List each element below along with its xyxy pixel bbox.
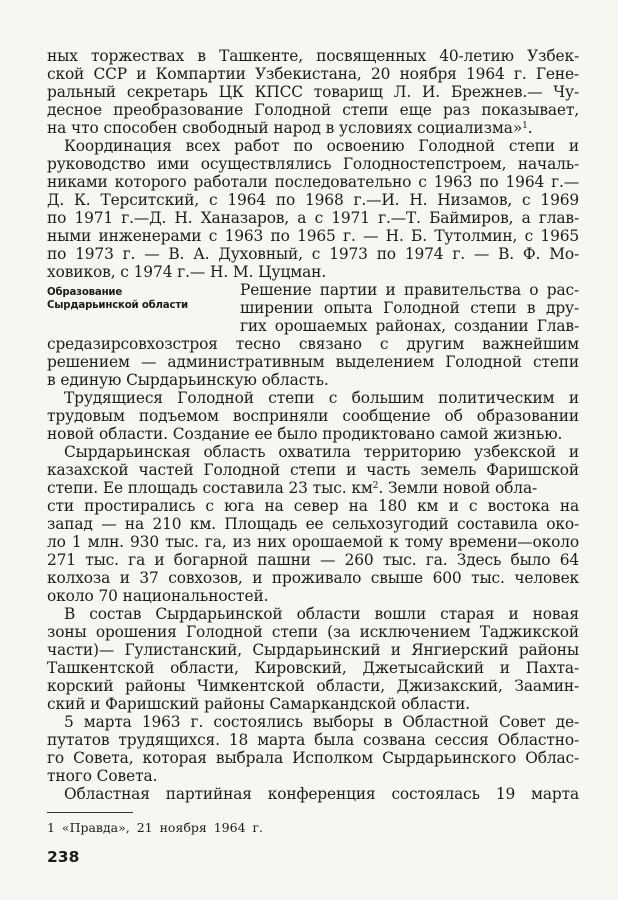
text-line: 271 тыс. га и богарной пашни — 260 тыс. га. Здесь было 64 [47, 551, 579, 569]
text-line: Трудящиеся Голодной степи с большим политическим и [64, 389, 579, 407]
text-line: никами которого работали последовательно с 1963 по 1964 г.— [47, 173, 579, 191]
text-line: 5 марта 1963 г. состоялись выборы в Областной Совет де- [64, 713, 579, 731]
text-line: ными инженерами с 1963 по 1965 г. — Н. Б. Тутолмин, с 1965 [47, 227, 579, 245]
text-line: новой области. Создание ее было продиктовано самой жизнью. [47, 425, 563, 443]
footnote: 1 «Правда», 21 ноября 1964 г. [47, 820, 264, 835]
text-line: ховиков, с 1974 г.— Н. М. Цуцман. [47, 263, 327, 281]
text-line: на что способен свободный народ в условиях социализма»$^1$. [47, 119, 533, 137]
text-line: около 70 национальностей. [47, 587, 269, 605]
text-line: степи. Ее площадь составила 23 тыс. $км^2$. Земли новой обла- [47, 479, 538, 497]
page-number: 238 [47, 848, 80, 866]
text-line: по 1973 г. — В. А. Духовный, с 1973 по 1974 г. — В. Ф. Мо- [47, 245, 579, 263]
text-line: казахской частей Голодной степи и часть земель Фаришской [47, 461, 579, 479]
text-line: зоны орошения Голодной степи (за исключением Таджикской [47, 623, 579, 641]
text-line: Сырдарьинская область охватила территорию узбекской и [64, 443, 579, 461]
text-line: части)— Гулистанский, Сырдарьинский и Янгиерский районы [47, 641, 579, 659]
text-line: ширении опыта Голодной степи в дру- [240, 299, 579, 317]
text-line: решением — административным выделением Голодной степи [47, 353, 579, 371]
text-line: Координация всех работ по освоению Голодной степи и [64, 137, 579, 155]
text-line: ской ССР и Компартии Узбекистана, 20 ноября 1964 г. Гене- [47, 65, 579, 83]
text-line: ральный секретарь ЦК КПСС товарищ Л. И. Брежнев.— Чу- [47, 83, 579, 101]
text-line: Областная партийная конференция состоялась 19 марта [64, 785, 579, 803]
side-heading: Образование Сырдарьинской области [47, 287, 188, 311]
superscript: 2 [372, 481, 379, 491]
text-line: трудовым подъемом восприняли сообщение об образовании [47, 407, 579, 425]
footnote-ref: 1 [522, 121, 528, 131]
footnote-divider [47, 812, 133, 813]
text-line: Д. К. Терситский, с 1964 по 1968 г.—И. Н. Низамов, с 1969 [47, 191, 579, 209]
text-line: средазирсовхозстроя тесно связано с другим важнейшим [47, 335, 579, 353]
text-line: сти простирались с юга на север на 180 км и с востока на [47, 497, 579, 515]
text-line: руководство ими осуществлялись Голодностепстроем, началь- [47, 155, 579, 173]
text-line: десное преобразование Голодной степи еще раз показывает, [47, 101, 579, 119]
text-line: путатов трудящихся. 18 марта была созвана сессия Областно- [47, 731, 579, 749]
text-line: го Совета, которая выбрала Исполком Сырдарьинского Облас- [47, 749, 579, 767]
text-line: гих орошаемых районах, создании Глав- [240, 317, 579, 335]
text-line: колхоза и 37 совхозов, и проживало свыше 600 тыс. человек [47, 569, 579, 587]
text-line: корский районы Чимкентской области, Джизакский, Заамин- [47, 677, 579, 695]
text-line: ло 1 млн. 930 тыс. га, из них орошаемой к тому времени—около [47, 533, 579, 551]
text-line: ский и Фаришский районы Самаркандской области. [47, 695, 471, 713]
text-line: по 1971 г.—Д. Н. Ханазаров, а с 1971 г.—Т. Баймиров, а глав- [47, 209, 579, 227]
text-line: Решение партии и правительства о рас- [240, 281, 579, 299]
text-line: ных торжествах в Ташкенте, посвященных 40-летию Узбек- [47, 47, 579, 65]
text-line: В состав Сырдарьинской области вошли старая и новая [64, 605, 579, 623]
text-line: Ташкентской области, Кировский, Джетысайский и Пахта- [47, 659, 579, 677]
text-line: в единую Сырдарьинскую область. [47, 371, 329, 389]
text-line: запад — на 210 км. Площадь ее сельхозугодий составила око- [47, 515, 579, 533]
text-line: тного Совета. [47, 767, 158, 785]
